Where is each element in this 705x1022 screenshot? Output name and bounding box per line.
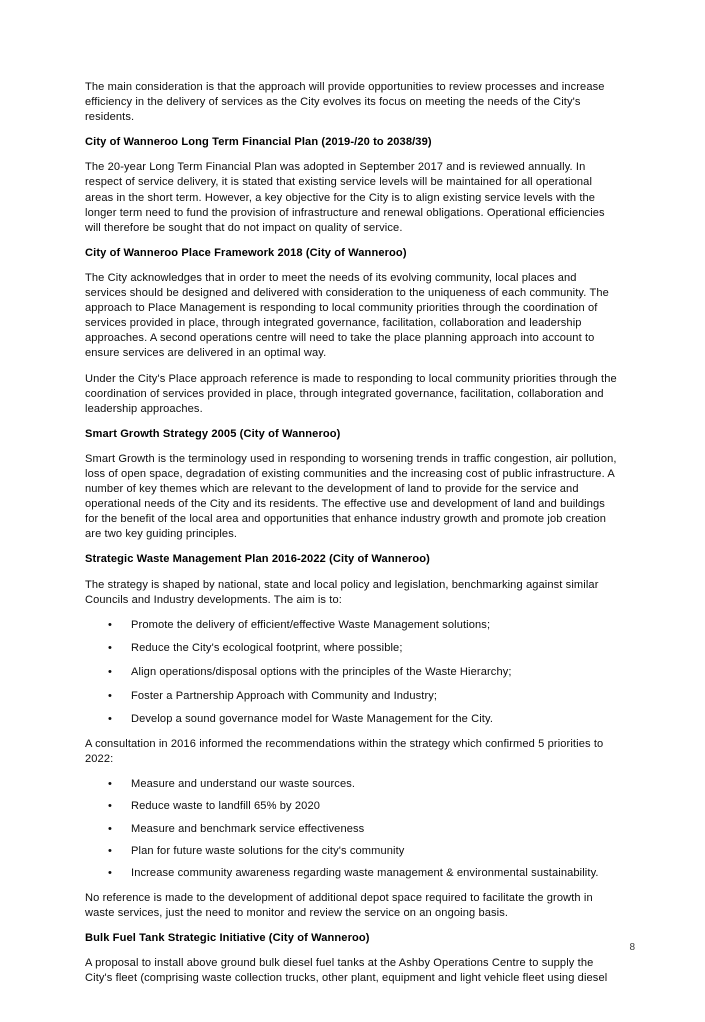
section-heading: City of Wanneroo Long Term Financial Plan (2019-/20 to 2038/39) xyxy=(85,136,432,149)
bullet-point-icon: • xyxy=(108,800,112,813)
bullet-point-icon: • xyxy=(108,844,112,857)
list-item-label: Measure and benchmark service effectiveness xyxy=(131,822,365,835)
list-item xyxy=(85,689,620,704)
list-item xyxy=(85,712,620,727)
bullet-point-icon: • xyxy=(108,642,112,655)
list-item xyxy=(85,665,620,680)
list-item xyxy=(85,641,620,656)
bullet-list xyxy=(85,777,620,880)
list-item-label: Measure and understand our waste sources. xyxy=(131,778,356,791)
page-number: 8 xyxy=(629,942,635,953)
section-heading: Strategic Waste Management Plan 2016-2022 (City of Wanneroo) xyxy=(85,553,430,566)
list-item xyxy=(85,777,620,792)
bullet-point-icon: • xyxy=(108,689,112,702)
bullet-point-icon: • xyxy=(108,866,112,879)
bullet-point-icon: • xyxy=(108,822,112,835)
list-item xyxy=(85,799,620,814)
list-item xyxy=(85,822,620,837)
bullet-point-icon: • xyxy=(108,778,112,791)
paragraph: Under the City's Place approach reference is made to responding to local community priorities through the coordination of services provided in place, through integrated governance, facilitation, collaboration and leadership approaches. xyxy=(85,372,617,415)
list-item xyxy=(85,844,620,859)
section-heading: Bulk Fuel Tank Strategic Initiative (City of Wanneroo) xyxy=(85,932,370,945)
list-item-label: Increase community awareness regarding waste management & environmental sustainability. xyxy=(131,866,599,879)
bullet-point-icon: • xyxy=(108,618,112,631)
paragraph: A proposal to install above ground bulk diesel fuel tanks at the Ashby Operations Centre to supply the City's fleet (comprising waste collection trucks, other plant, equipment and light vehicle fleet using diesel xyxy=(85,957,608,985)
bullet-list xyxy=(85,618,620,727)
paragraph: No reference is made to the development of additional depot space required to facilitate the growth in waste services, just the need to monitor and review the service on an ongoing basis. xyxy=(85,891,593,919)
list-item xyxy=(85,618,620,633)
list-item xyxy=(85,866,620,881)
bullet-point-icon: • xyxy=(108,713,112,726)
paragraph: The strategy is shaped by national, state and local policy and legislation, benchmarking against similar Councils and Industry developments. The aim is to: xyxy=(85,578,599,606)
list-item-label: Foster a Partnership Approach with Community and Industry; xyxy=(131,689,438,702)
paragraph: The main consideration is that the approach will provide opportunities to review processes and increase efficiency in the delivery of services as the City evolves its focus on meeting the needs of the City's residents. xyxy=(85,81,605,124)
list-item-label: Promote the delivery of efficient/effective Waste Management solutions; xyxy=(131,618,491,631)
list-item-label: Reduce the City's ecological footprint, where possible; xyxy=(131,642,403,655)
list-item-label: Align operations/disposal options with the principles of the Waste Hierarchy; xyxy=(131,665,512,678)
section-heading: Smart Growth Strategy 2005 (City of Wanneroo) xyxy=(85,427,341,440)
list-item-label: Develop a sound governance model for Waste Management for the City. xyxy=(131,713,494,726)
bullet-point-icon: • xyxy=(108,665,112,678)
document-body xyxy=(85,80,620,996)
paragraph: The 20-year Long Term Financial Plan was adopted in September 2017 and is reviewed annually. In respect of service delivery, it is stated that existing service levels will be maintained for all operational areas in the short term. However, a key objective for the City is to align existing service levels with the longer term need to fund the provision of infrastructure and renewal obligations. Operational efficiencies will therefore be sought that do not impact on quality of service. xyxy=(85,161,605,234)
list-item-label: Plan for future waste solutions for the city's community xyxy=(131,844,405,857)
paragraph: Smart Growth is the terminology used in responding to worsening trends in traffic congestion, air pollution, loss of open space, degradation of existing communities and the increasing cost of public infrastructure. A number of key themes which are relevant to the development of land to provide for the service and operational needs of the City and its residents. The effective use and development of land and buildings for the benefit of the local area and opportunities that enhance industry growth and promote job creation are two key guiding principles. xyxy=(85,452,617,541)
section-heading: City of Wanneroo Place Framework 2018 (City of Wanneroo) xyxy=(85,246,407,259)
paragraph: A consultation in 2016 informed the recommendations within the strategy which confirmed 5 priorities to 2022: xyxy=(85,738,604,766)
paragraph: The City acknowledges that in order to meet the needs of its evolving community, local places and services should be designed and delivered with consideration to the uniqueness of each community. The approach to Place Management is responding to local community priorities through the coordination of services provided in place, through integrated governance, facilitation, collaboration and leadership approaches. A second operations centre will need to take the place planning approach into account to ensure services are delivered in an optimal way. xyxy=(85,271,609,360)
list-item-label: Reduce waste to landfill 65% by 2020 xyxy=(131,800,321,813)
